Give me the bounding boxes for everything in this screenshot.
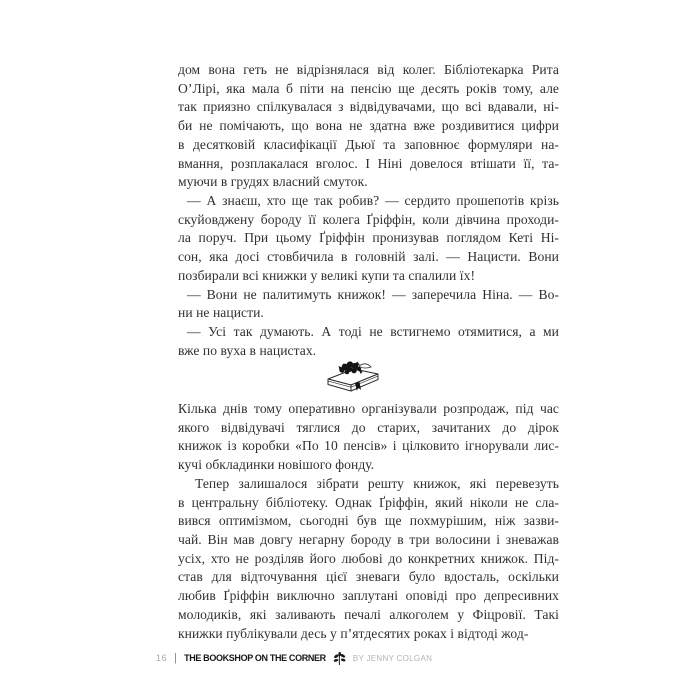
- text-line: вився оптимізмом, сьогодні був ще похмурішим, ніж зазви-: [178, 513, 559, 529]
- text-line: книжки публікували десь у п’ятдесятих роках і відтоді жод-: [178, 625, 529, 641]
- page-text-lower: [178, 400, 559, 643]
- text-line: вже по вуха в нацистах.: [178, 342, 317, 358]
- text-line: Тепер залишалося зібрати решту книжок, які перевезуть: [195, 475, 559, 491]
- page-footer: [156, 651, 432, 665]
- text-line: молодиків, які заливають печалі алкоголем у Фіцровії. Такі: [178, 606, 559, 622]
- scene-break-ornament: [321, 358, 379, 398]
- footer-separator: |: [174, 652, 177, 664]
- text-line: позбирали всі книжки у великі купи та спалили їх!: [178, 267, 476, 283]
- text-line: став для відточування цієї зневаги було вдосталь, оскільки: [178, 569, 559, 585]
- text-line: любив Ґріффін виключно заплутані оповіді про депресивних: [178, 588, 559, 604]
- text-line: вмання, розплакалася вголос. І Ніні довелося втішати її, та-: [178, 155, 559, 171]
- text-line: ла поруч. При цьому Ґріффін пронизував поглядом Кеті Ні-: [178, 230, 559, 246]
- author-byline: BY JENNY COLGAN: [352, 653, 433, 663]
- text-line: так приязно спілкувалася з відвідувачами, що всі вдавали, ні-: [178, 99, 559, 115]
- text-line: муючи в грудях власний смуток.: [178, 174, 368, 190]
- text-line: би не помічають, що вона не здатна вже роздивитися цифри: [178, 118, 559, 134]
- text-line: чай. Він мав довгу негарну бороду в три волосини і зневажав: [178, 532, 559, 548]
- text-line: Кілька днів тому оперативно організували розпродаж, під час: [178, 401, 559, 416]
- text-line: — А знаєш, хто ще так робив? — сердито прошепотів крізь: [187, 193, 559, 209]
- text-line: усіх, хто не розділяв його любові до конкретних книжок. Під-: [178, 550, 559, 566]
- text-line: дом вона геть не відрізнялася від колег. Бібліотекарка Рита: [178, 62, 559, 77]
- text-line: — Усі так думають. А тоді не встигнемо отямитися, а ми: [187, 324, 559, 340]
- running-book-title: THE BOOKSHOP ON THE CORNER: [184, 653, 326, 663]
- text-line: ни не нацисти.: [178, 305, 264, 321]
- text-line: якого відвідувачі тяглися до старих, зачитаних до дірок: [178, 419, 559, 435]
- page-text-upper: [178, 61, 559, 361]
- text-line: — Вони не палитимуть книжок! — заперечила Ніна. — Во-: [187, 286, 559, 302]
- leaf-sprig-icon: [333, 652, 346, 665]
- page-number: 16: [156, 653, 168, 663]
- text-line: в десятковій класифікації Дьюї та заповнює формуляри на-: [178, 136, 559, 152]
- text-line: в центральну бібліотеку. Однак Ґріффін, який ніколи не сла-: [178, 494, 559, 510]
- text-line: кучі обкладинки новішого фонду.: [178, 457, 375, 473]
- text-line: книжок із коробки «По 10 пенсів» і цілковито ігнорували лис-: [178, 438, 559, 454]
- book-with-berries-ornament-icon: [321, 358, 379, 398]
- text-line: сон, яка досі стовбичила в головній залі. — Нацисти. Вони: [178, 249, 559, 265]
- text-line: О’Лірі, яка мала б піти на пенсію ще десять років тому, але: [178, 80, 559, 96]
- text-line: скуйовджену бороду її колега Ґріффін, коли дівчина проходи-: [178, 211, 559, 227]
